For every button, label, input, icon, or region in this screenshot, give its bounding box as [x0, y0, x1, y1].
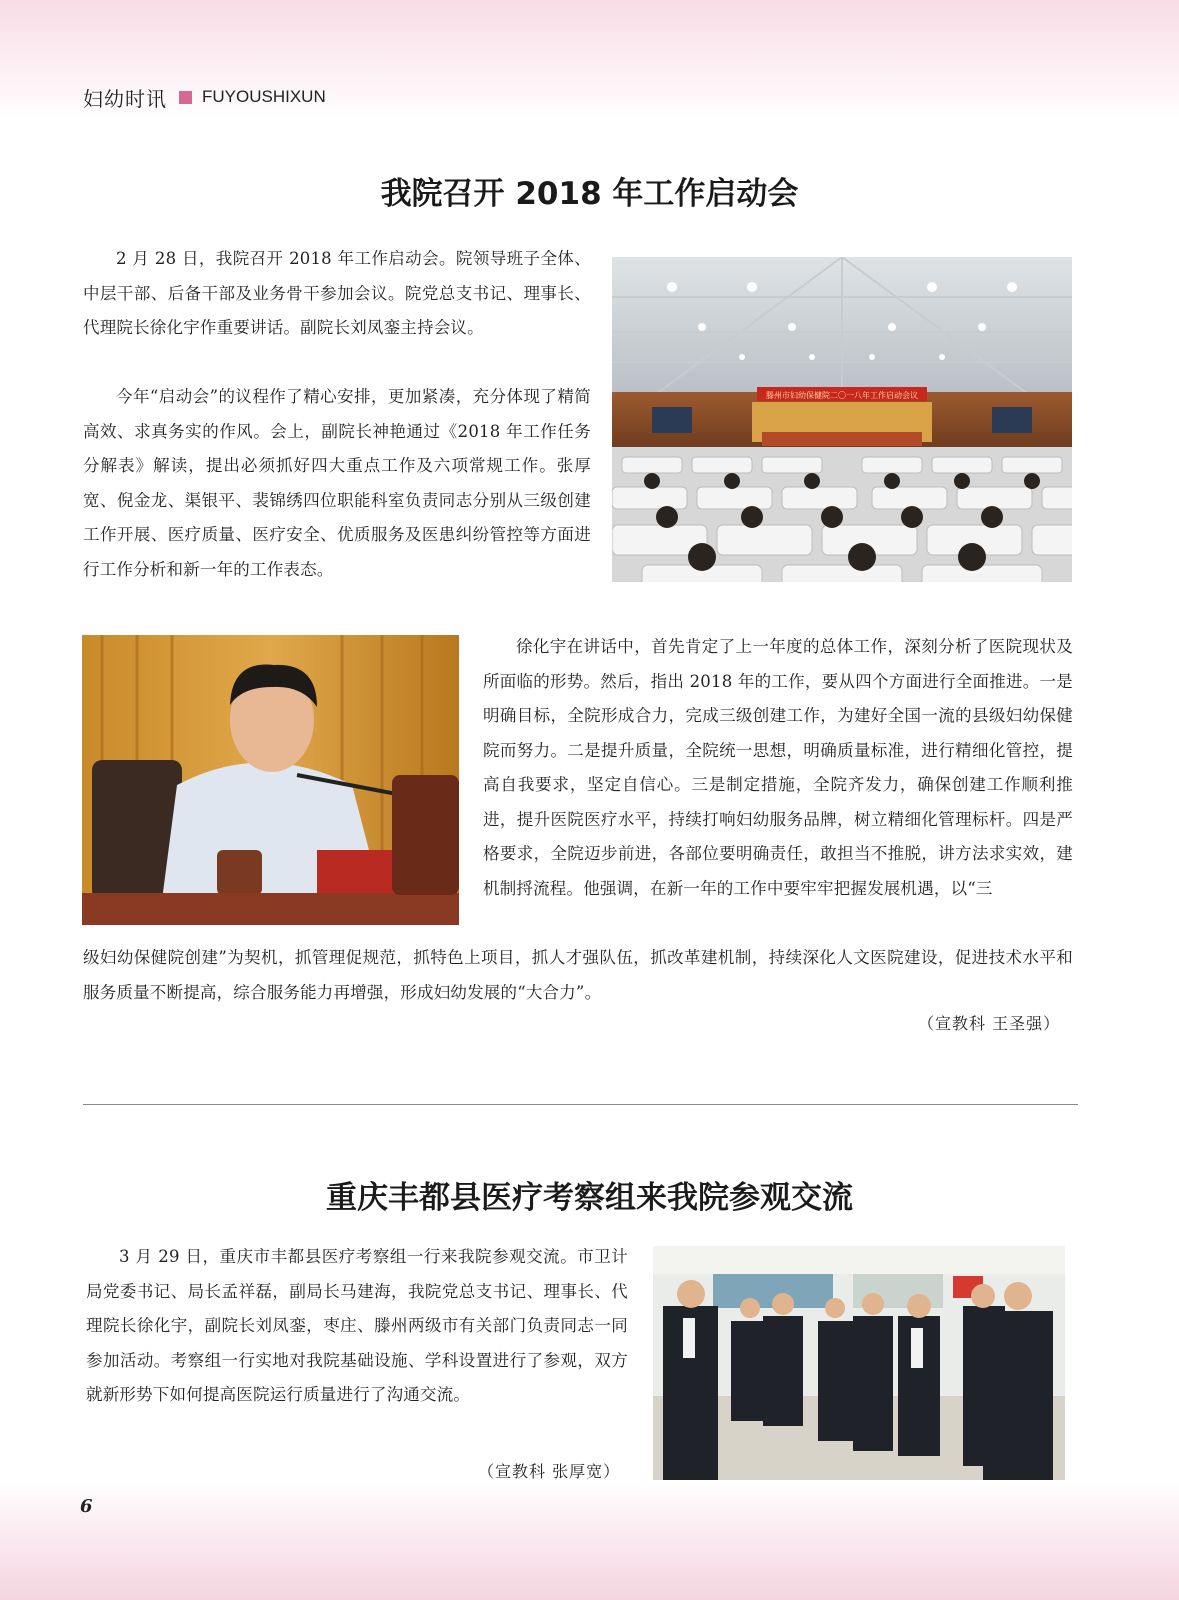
- article2-title: 重庆丰都县医疗考察组来我院参观交流: [326, 1180, 853, 1216]
- visit-group-photo: [653, 1246, 1065, 1480]
- section-divider: [83, 1104, 1078, 1105]
- article2-byline: （宣教科 张厚宽）: [478, 1462, 621, 1481]
- article1-paragraph-2: 今年“启动会”的议程作了精心安排，更加紧凑，充分体现了精简高效、求真务实的作风。会上，副院长神艳通过《2018 年工作任务分解表》解读，提出必须抓好四大重点工作及六项常规工作。张厚宽、倪金龙、渠银平、裴锦绣四位职能科室负责同志分别从三级创建工作开展、医疗质量、医疗安全、优质服务及医患纠纷管控等方面进行工作分析和新一年的工作表态。: [83, 387, 591, 579]
- article1-paragraph-4: 级妇幼保健院创建”为契机，抓管理促规范，抓特色上项目，抓人才强队伍，抓改革建机制，持续深化人文医院建设，促进技术水平和服务质量不断提高，综合服务能力再增强，形成妇幼发展的“大合力”。: [83, 948, 1073, 1002]
- banner-text: 滕州市妇幼保健院二〇一八年工作启动会议: [766, 391, 918, 400]
- meeting-hall-photo: [612, 257, 1072, 582]
- footer-background: [0, 1480, 1179, 1600]
- article1-paragraph-1: 2 月 28 日，我院召开 2018 年工作启动会。院领导班子全体、中层干部、后备干部及业务骨干参加会议。院党总支书记、理事长、代理院长徐化宇作重要讲话。副院长刘凤銮主持会议。: [83, 249, 591, 337]
- article1-byline: （宣教科 王圣强）: [918, 1014, 1061, 1033]
- article2-paragraph-1: 3 月 29 日，重庆市丰都县医疗考察组一行来我院参观交流。市卫计局党委书记、局长孟祥磊，副局长马建海，我院党总支书记、理事长、代理院长徐化宇，副院长刘凤銮，枣庄、滕州两级市有关部门负责同志一同参加活动。考察组一行实地对我院基础设施、学科设置进行了参观，双方就新形势下如何提高医院运行质量进行了沟通交流。: [86, 1247, 628, 1404]
- header-square-icon: [179, 91, 192, 104]
- speaker-photo: [82, 635, 459, 925]
- article1-title: 我院召开 2018 年工作启动会: [380, 176, 799, 212]
- header-title-cn: 妇幼时讯: [83, 86, 167, 111]
- magazine-header: [83, 82, 326, 112]
- header-title-en: FUYOUSHIXUN: [202, 87, 326, 106]
- page-number: 6: [80, 1496, 93, 1517]
- article1-paragraph-3: 徐化宇在讲话中，首先肯定了上一年度的总体工作，深刻分析了医院现状及所面临的形势。然后，指出 2018 年的工作，要从四个方面进行全面推进。一是明确目标，全院形成合力，完成三级创建工作，为建好全国一流的县级妇幼保健院而努力。二是提升质量，全院统一思想，明确质量标准，进行精细化管控，提高自我要求，坚定自信心。三是制定措施，全院齐发力，确保创建工作顺利推进，提升医院医疗水平，持续打响妇幼服务品牌，树立精细化管理标杆。四是严格要求，全院迈步前进，各部位要明确责任，敢担当不推脱，讲方法求实效，建机制捋流程。他强调，在新一年的工作中要牢牢把握发展机遇，以“三: [483, 637, 1073, 898]
